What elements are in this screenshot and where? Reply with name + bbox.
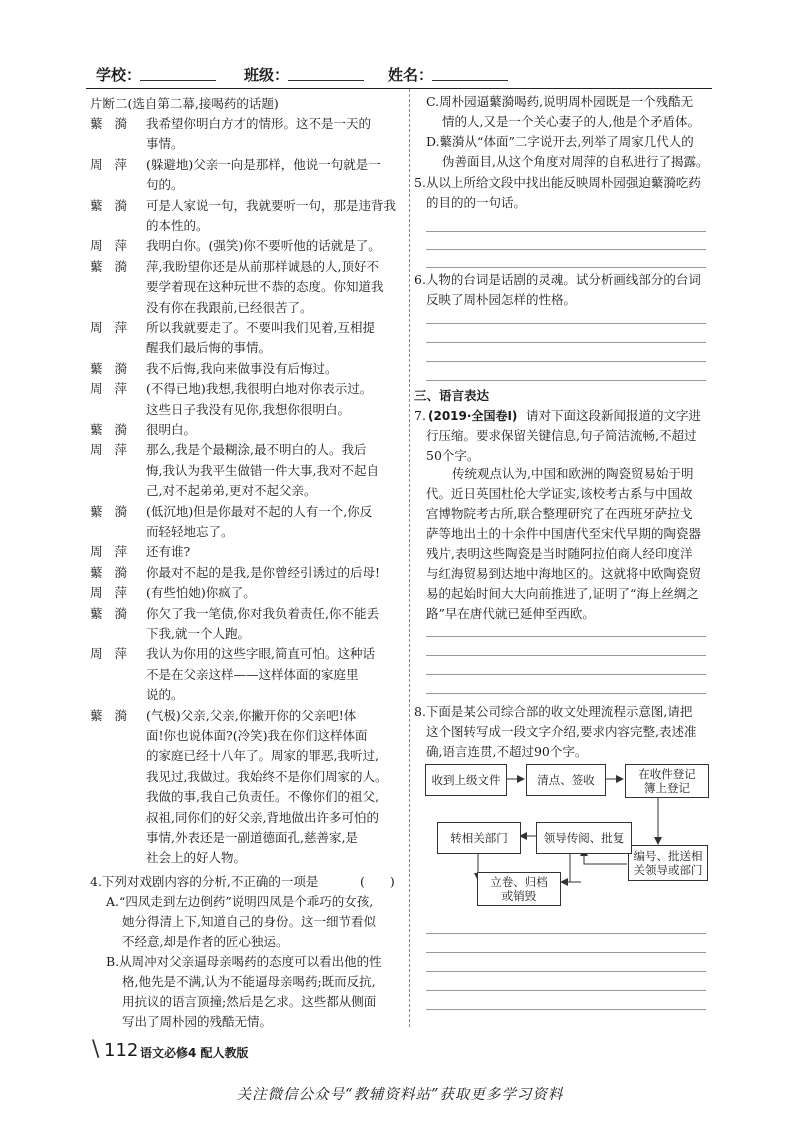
dialogue-line: 我明白你。(强笑)你不要听他的话就是了。 <box>146 238 381 254</box>
answer-bracket[interactable]: ( ) <box>360 874 395 889</box>
dialogue-line: 你欠了我一笔债,你对我负着责任,你不能丢 <box>146 605 379 621</box>
option-d-line: 伪善面目,从这个角度对周萍的自私进行了揭露。 <box>442 154 709 169</box>
flow-box-sign: 清点、签收 <box>526 764 606 796</box>
dialogue-line: 醒我们最后悔的事情。 <box>146 340 272 356</box>
option-a-line[interactable]: A.“四凤走到左边倒药”说明四凤是个乖巧的女孩, <box>106 894 374 909</box>
flow-box-archive <box>477 872 561 906</box>
class-field[interactable] <box>288 80 364 81</box>
speaker-label: 蘩漪 <box>90 258 140 274</box>
answer-line-7c[interactable] <box>426 674 706 675</box>
speaker-label: 蘩漪 <box>90 422 140 437</box>
answer-line-6a[interactable] <box>426 323 706 324</box>
question-6-line: 反映了周朴园怎样的性格。 <box>426 292 577 307</box>
dialogue-line: 我不后悔,我向来做事没有后悔过。 <box>146 360 338 376</box>
speaker-label: 蘩漪 <box>90 197 140 213</box>
speaker-label: 周萍 <box>90 381 140 397</box>
question-7-line: 行压缩。要求保留关键信息,句子简洁流畅,不超过 <box>426 428 697 443</box>
dialogue-line: 面!你也说体面?(冷笑)我在你们这样体面 <box>146 728 368 743</box>
speaker-label: 周萍 <box>90 646 140 662</box>
flow-box-transfer: 转相关部门 <box>437 822 521 854</box>
question-8-line: 8.下面是某公司综合部的收文处理流程示意图,请把 <box>414 704 693 719</box>
answer-line-8d[interactable] <box>426 990 706 991</box>
option-c-line: C.周朴园逼蘩漪喝药,说明周朴园既是一个残酷无 <box>426 94 694 109</box>
answer-line-6c[interactable] <box>426 361 706 362</box>
answer-line-5b[interactable] <box>426 249 706 250</box>
dialogue-line: 萍,我盼望你还是从前那样诚恳的人,顶好不 <box>146 258 379 274</box>
question-7-passage-line: 宫博物院考古所,联合整理研究了在西班牙萨拉戈 <box>426 506 693 521</box>
answer-line-5c[interactable] <box>426 267 706 268</box>
question-7-passage-line: 传统观点认为,中国和欧洲的陶瓷贸易始于明 <box>452 466 694 481</box>
question-7-passage-line: 易的起始时间大大向前推进了,证明了“海上丝绸之 <box>426 586 699 601</box>
answer-line-8a[interactable] <box>426 933 706 934</box>
answer-line-8c[interactable] <box>426 971 706 972</box>
speaker-label: 周萍 <box>90 320 140 335</box>
dialogue-line: 社会上的好人物。 <box>146 850 247 866</box>
question-7-passage-line: 萨等地出土的十余件中国唐代至宋代早期的陶瓷器 <box>426 526 702 541</box>
dialogue-line: (有些怕她)你疯了。 <box>146 585 256 601</box>
question-7-line: 请对下面这段新闻报道的文字进 <box>526 408 702 423</box>
flow-box-register-l1: 在收件登记 <box>638 767 696 781</box>
answer-line-5a[interactable] <box>426 231 706 232</box>
dialogue-line: 而轻轻地忘了。 <box>146 524 234 539</box>
class-label: 班级： <box>244 66 290 84</box>
dialogue-line: (躲避地)父亲一向是那样，他说一句就是一 <box>146 156 381 172</box>
question-7-passage-line: 与红海贸易到达地中海地区的。这就将中欧陶瓷贸 <box>426 566 702 581</box>
dialogue-line: 的本性的。 <box>146 218 209 233</box>
speaker-label: 周萍 <box>90 238 140 254</box>
school-label: 学校： <box>96 66 142 84</box>
option-b-line[interactable]: 写出了周朴园的残酷无情。 <box>122 1014 273 1029</box>
speaker-label: 蘩漪 <box>90 360 140 376</box>
flow-box-archive-l2: 或销毁 <box>501 889 537 903</box>
dialogue-line: 我做的事,我自己负责任。不像你们的祖父, <box>146 789 379 805</box>
speaker-label: 蘩漪 <box>90 605 140 621</box>
dialogue-line: 悔,我认为我平生做错一件大事,我对不起自 <box>146 462 379 478</box>
dialogue-line: 没有你在我跟前,已经很苦了。 <box>146 299 313 315</box>
footer-notice: 关注微信公众号“教辅资料站”获取更多学习资料 <box>236 1087 564 1103</box>
speaker-label: 蘩漪 <box>90 116 140 131</box>
option-c-line: 情的人,又是一个关心妻子的人,他是个矛盾体。 <box>442 114 700 129</box>
section-3-title: 三、语言表达 <box>414 388 490 403</box>
speaker-label: 周萍 <box>90 585 140 601</box>
dialogue-line: 下我,就一个人跑。 <box>146 626 250 641</box>
question-4-stem: 4.下列对戏剧内容的分析,不正确的一项是 <box>90 874 319 889</box>
dialogue-line: 我认为你用的这些字眼,简直可怕。这种话 <box>146 646 375 662</box>
option-a-line[interactable]: 她分得清上下,知道自己的身份。这一细节看似 <box>122 914 376 929</box>
dialogue-line: (不得已地)我想,我很明白地对你表示过。 <box>146 381 373 397</box>
flow-box-register <box>625 764 709 798</box>
speaker-label: 周萍 <box>90 442 140 458</box>
question-7-passage-line: 路”早在唐代就已延伸至西欧。 <box>426 606 595 621</box>
dialogue-line: 所以我就要走了。不要叫我们见着,互相提 <box>146 320 375 335</box>
question-7-passage-line: 残片,表明这些陶瓷是当时随阿拉伯商人经印度洋 <box>426 546 693 561</box>
dialogue-line: 这些日子我没有见你,我想你很明白。 <box>146 401 350 417</box>
dialogue-line: (气极)父亲,父亲,你撇开你的父亲吧!体 <box>146 707 357 723</box>
speaker-label: 周萍 <box>90 544 140 560</box>
flow-box-register-l2: 簿上登记 <box>644 781 690 795</box>
dialogue-line: 句的。 <box>146 177 184 193</box>
question-8-line: 这个图转写成一段文字介绍,要求内容完整,表述准 <box>426 724 697 739</box>
page-number: 112 <box>104 1040 139 1061</box>
flow-box-receive: 收到上级文件 <box>425 764 507 796</box>
flow-box-number <box>628 845 708 881</box>
link-5-down <box>570 852 581 882</box>
dialogue-line: 事情。 <box>146 136 184 152</box>
dialogue-line: 还有谁? <box>146 544 191 560</box>
question-5-line: 的目的的一句话。 <box>426 195 527 210</box>
dialogue-line: 很明白。 <box>146 422 197 437</box>
school-field[interactable] <box>140 80 216 81</box>
fragment-title: 片断二(选自第二幕,接喝药的话题) <box>90 96 279 111</box>
dialogue-line: 要学着现在这种玩世不恭的态度。你知道我 <box>146 279 384 295</box>
question-7-source: (2019·全国卷Ⅰ) <box>428 409 518 423</box>
dialogue-line: 那么,我是个最糊涂,最不明白的人。我后 <box>146 442 367 458</box>
option-b-line[interactable]: B.从周冲对父亲逼母亲喝药的态度可以看出他的性 <box>106 954 382 969</box>
name-label: 姓名： <box>388 66 434 84</box>
flow-box-number-l1: 编号、批送相 <box>633 849 703 863</box>
speaker-label: 蘩漪 <box>90 503 140 519</box>
question-7-passage-line: 代。近日英国杜伦大学证实,该校考古系与中国故 <box>426 486 693 501</box>
dialogue-line: 己,对不起弟弟,更对不起父亲。 <box>146 483 317 499</box>
speaker-label: 蘩漪 <box>90 564 140 580</box>
column-divider <box>409 89 410 1027</box>
dialogue-line: 我希望你明白方才的情形。这不是一天的 <box>146 116 372 131</box>
page-number-slash: \ <box>92 1037 100 1062</box>
speaker-label: 蘩漪 <box>90 707 140 723</box>
book-title: 语文必修4 配人教版 <box>140 1046 249 1060</box>
answer-line-6b[interactable] <box>426 342 706 343</box>
answer-line-7b[interactable] <box>426 655 706 656</box>
question-7-prefix: 7. <box>414 408 426 423</box>
question-7-line: 50个字。 <box>426 448 480 463</box>
question-5-line: 5.从以上所给文段中找出能反映周朴园强迫蘩漪吃药 <box>414 175 701 190</box>
option-b-line[interactable]: 用抗议的语言顶撞;然后是乞求。这些都从侧面 <box>122 994 377 1009</box>
question-8-line: 确,语言连贯,不超过90个字。 <box>426 744 588 759</box>
dialogue-line: (低沉地)但是你最对不起的人有一个,你反 <box>146 503 373 519</box>
dialogue-line: 说的。 <box>146 687 184 703</box>
flow-box-archive-l1: 立卷、归档 <box>490 875 548 889</box>
dialogue-line: 事情,外表还是一副道德面孔,慈善家,是 <box>146 830 358 845</box>
flow-box-number-l2: 关领导或部门 <box>633 863 703 877</box>
dialogue-line: 我见过,我做过。我始终不是你们周家的人。 <box>146 768 388 784</box>
answer-line-8b[interactable] <box>426 952 706 953</box>
dialogue-line: 叔祖,同你们的好父亲,背地做出许多可怕的 <box>146 809 379 825</box>
dialogue-line: 可是人家说一句，我就要听一句，那是违背我 <box>146 197 397 213</box>
option-b-line[interactable]: 格,他先是不满,认为不能逼母亲喝药;既而反抗, <box>122 974 376 989</box>
dialogue-line: 不是在父亲这样——这样体面的家庭里 <box>146 666 359 682</box>
name-field[interactable] <box>432 80 508 81</box>
answer-line-7a[interactable] <box>426 636 706 637</box>
dialogue-line: 你最对不起的是我,是你曾经引诱过的后母! <box>146 564 380 580</box>
flow-box-review: 领导传阅、批复 <box>536 822 632 854</box>
answer-line-8e[interactable] <box>426 1009 706 1010</box>
top-rule <box>86 88 712 89</box>
answer-line-6d[interactable] <box>426 380 706 381</box>
option-a-line[interactable]: 不经意,却是作者的匠心独运。 <box>122 934 289 949</box>
option-d-line: D.蘩漪从“体面”二字说开去,列举了周家几代人的 <box>426 134 694 149</box>
speaker-label: 周萍 <box>90 156 140 172</box>
dialogue-line: 的家庭已经十八年了。周家的罪恶,我听过, <box>146 748 379 764</box>
question-6-line: 6.人物的台词是话剧的灵魂。试分析画线部分的台词 <box>414 272 701 287</box>
answer-line-7d[interactable] <box>426 693 706 694</box>
